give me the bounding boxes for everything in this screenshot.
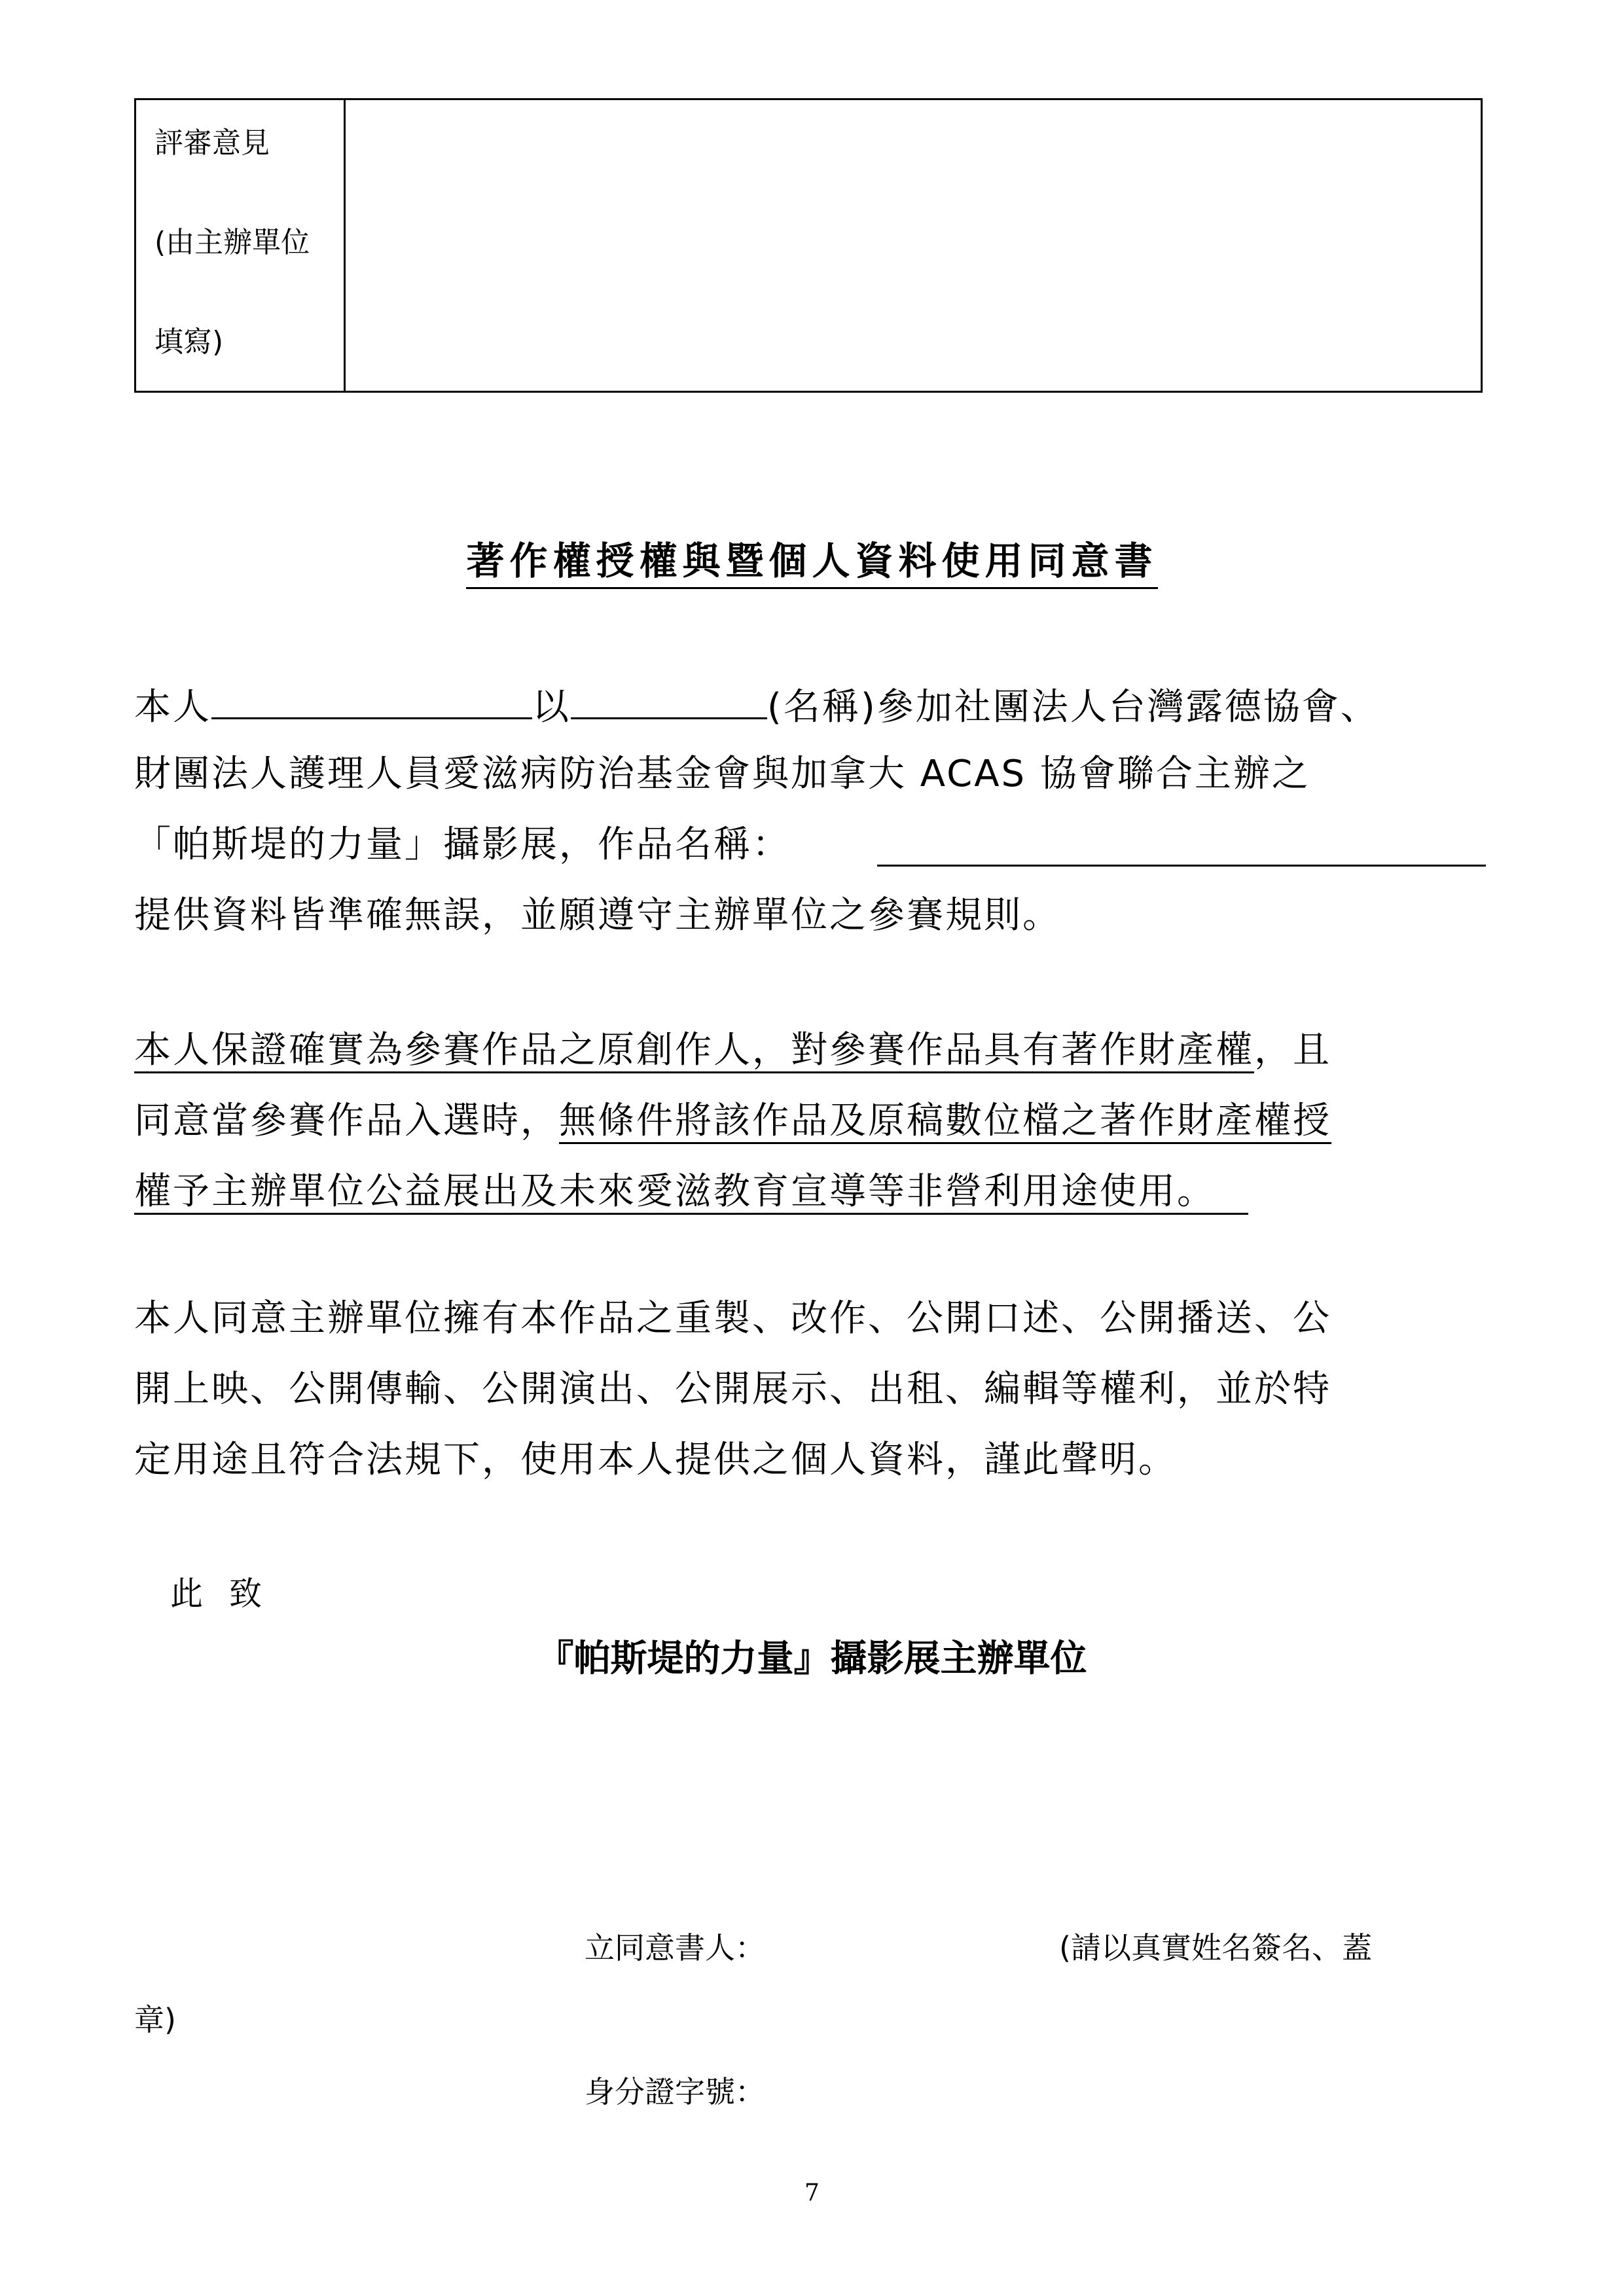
consent-line-4: 提供資料皆準確無誤，並願遵守主辦單位之參賽規則。: [134, 894, 1061, 937]
rights-line-2: 開上映、公開傳輸、公開演出、公開展示、出租、編輯等權利，並於特: [134, 1368, 1331, 1410]
consent-line-1: 本人 以 (名稱)參加社團法人台灣露德協會、: [134, 681, 1379, 726]
consent-line-3: 「帕斯堤的力量」攝影展，作品名稱：: [134, 823, 791, 866]
closing-salutation: 此致: [170, 1575, 288, 1613]
guarantee-line-3: 權予主辦單位公益展出及未來愛滋教育宣導等非營利用途使用。: [134, 1169, 1248, 1215]
rights-line-3: 定用途且符合法規下，使用本人提供之個人資料，謹此聲明。: [134, 1439, 1177, 1481]
signer-note: (請以真實姓名簽名、蓋: [1059, 1930, 1372, 1965]
guarantee-line-1: 本人保證確實為參賽作品之原創作人，對參賽作品具有著作財產權，且: [134, 1028, 1331, 1073]
review-comment-cell[interactable]: [346, 100, 1481, 391]
review-label-line-1: 評審意見: [154, 126, 270, 160]
guarantee-line-2: 同意當參賽作品入選時，無條件將該作品及原稿數位檔之著作財產權授: [134, 1098, 1331, 1144]
document-title: 著作權授權與暨個人資料使用同意書: [0, 530, 1624, 585]
review-label-line-3: 填寫): [154, 325, 224, 359]
consent-line-2: 財團法人護理人員愛滋病防治基金會與加拿大 ACAS 協會聯合主辦之: [134, 753, 1310, 795]
review-label-cell: [136, 100, 346, 391]
title-blank[interactable]: [571, 681, 767, 719]
page-number: 7: [804, 2179, 820, 2206]
rights-line-1: 本人同意主辦單位擁有本作品之重製、改作、公開口述、公開播送、公: [134, 1297, 1331, 1340]
name-blank[interactable]: [211, 681, 532, 719]
organizer-name: 『帕斯堤的力量』攝影展主辦單位: [537, 1638, 1087, 1680]
signer-label: 立同意書人：: [585, 1930, 765, 1965]
work-title-blank[interactable]: [877, 828, 1486, 867]
review-table: [134, 98, 1483, 393]
id-number-label: 身分證字號：: [585, 2074, 765, 2109]
signer-note-continued: 章): [134, 2002, 176, 2037]
review-label-line-2: (由主辦單位: [154, 226, 310, 259]
